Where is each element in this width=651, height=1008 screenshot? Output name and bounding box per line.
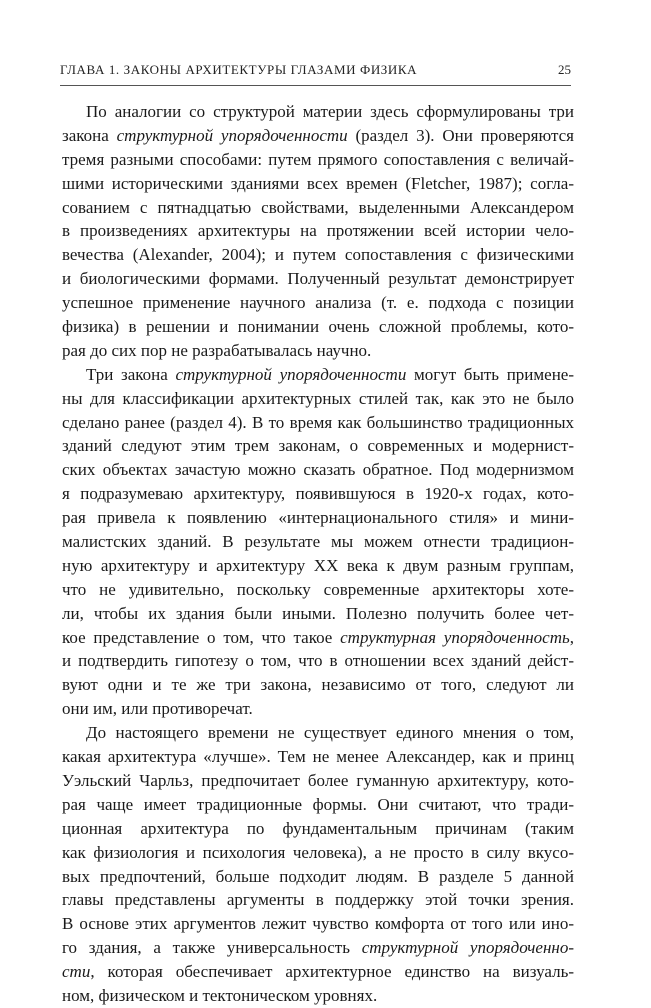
chapter-title: ГЛАВА 1. ЗАКОНЫ АРХИТЕКТУРЫ ГЛАЗАМИ ФИЗИКА bbox=[60, 62, 418, 77]
text-run: рая до сих пор не разрабатывалась научно. bbox=[62, 340, 372, 360]
text-run: рая чаще имеет традиционные формы. Они считают, что тради- bbox=[62, 794, 574, 814]
text-line bbox=[62, 626, 574, 650]
text-run: В основе этих аргументов лежит чувство комфорта от того или ино- bbox=[62, 914, 574, 934]
text-line bbox=[62, 769, 574, 793]
running-head bbox=[60, 62, 571, 82]
text-line bbox=[62, 196, 574, 220]
text-line bbox=[62, 315, 574, 339]
text-line bbox=[62, 148, 574, 172]
text-run: успешное применение научного анализа (т. е. подхода с позиции bbox=[62, 293, 574, 313]
text-line bbox=[62, 984, 574, 1008]
text-run: сованием с пятнадцатью свойствами, выделенными Александером bbox=[62, 197, 574, 217]
text-run: , bbox=[569, 627, 574, 647]
text-line bbox=[62, 960, 574, 984]
text-run: ном, физическом и тектоническом уровнях. bbox=[62, 985, 378, 1005]
text-run: ских объектах зачастую можно сказать обратное. Под модернизмом bbox=[62, 460, 574, 480]
text-run: и биологическими формами. Полученный результат демонстрирует bbox=[62, 269, 574, 289]
text-line bbox=[62, 888, 574, 912]
text-line bbox=[62, 745, 574, 769]
text-line bbox=[62, 578, 574, 602]
text-run: могут быть примене- bbox=[406, 364, 575, 384]
text-run: главы представлены аргументы в поддержку этой точки зрения. bbox=[62, 890, 574, 910]
text-run: в произведениях архитектуры на протяжении всей истории чело- bbox=[62, 221, 574, 241]
text-run: ную архитектуру и архитектуру XX века к двум разным группам, bbox=[62, 555, 574, 575]
text-line bbox=[62, 219, 574, 243]
text-run: По аналогии со структурой материи здесь сформулированы три bbox=[86, 102, 574, 121]
text-line bbox=[62, 482, 574, 506]
text-line bbox=[62, 172, 574, 196]
italic-term: структурной упорядоченности bbox=[175, 364, 407, 384]
page-number: 25 bbox=[558, 62, 571, 77]
italic-term: структурной упорядоченно- bbox=[361, 938, 574, 958]
text-run: закона bbox=[62, 125, 117, 145]
text-run: го здания, а также универсальность bbox=[62, 938, 362, 958]
text-line bbox=[62, 124, 574, 148]
text-run: ны для классификации архитектурных стилей так, как это не было bbox=[62, 388, 574, 408]
text-line bbox=[62, 339, 574, 363]
text-run: кое представление о том, что такое bbox=[62, 627, 341, 647]
text-line bbox=[62, 267, 574, 291]
text-run: , которая обеспечивает архитектурное единство на визуаль- bbox=[90, 962, 574, 982]
text-run: я подразумеваю архитектуру, появившуюся в 1920-х годах, кото- bbox=[62, 484, 574, 504]
text-line bbox=[62, 602, 574, 626]
text-line bbox=[62, 554, 574, 578]
text-line bbox=[62, 434, 574, 458]
text-run: (раздел 3). Они проверяются bbox=[347, 125, 574, 145]
italic-term: сти bbox=[62, 962, 91, 982]
italic-term: структурной упорядоченности bbox=[116, 125, 348, 145]
text-line bbox=[62, 793, 574, 817]
text-line bbox=[62, 912, 574, 936]
text-run: вых предпочтений, больше подходит людям. В разделе 5 данной bbox=[62, 866, 574, 886]
text-run: и подтвердить гипотезу о том, что в отношении всех зданий дейст- bbox=[62, 651, 574, 671]
text-run: ли, чтобы их здания были иными. Полезно получить более чет- bbox=[62, 603, 574, 623]
text-line bbox=[62, 817, 574, 841]
text-run: Три закона bbox=[86, 364, 176, 384]
text-line bbox=[62, 649, 574, 673]
text-line bbox=[62, 936, 574, 960]
text-run: физика) в решении и понимании очень сложной проблемы, кото- bbox=[62, 317, 574, 337]
text-run: какая архитектура «лучше». Тем не менее Александер, как и принц bbox=[62, 747, 574, 767]
text-line bbox=[62, 841, 574, 865]
text-line bbox=[62, 243, 574, 267]
text-run: Уэльский Чарльз, предпочитает более гуманную архитектуру, кото- bbox=[62, 770, 574, 790]
text-line bbox=[62, 721, 574, 745]
text-run: вуют одни и те же три закона, независимо от того, следуют ли bbox=[62, 675, 574, 695]
text-run: ционная архитектура по фундаментальным причинам (таким bbox=[62, 818, 574, 838]
text-run: тремя разными способами: путем прямого сопоставления с величай- bbox=[62, 149, 574, 169]
text-run: малистских зданий. В результате мы можем отнести традицион- bbox=[62, 532, 574, 552]
text-line bbox=[62, 387, 574, 411]
text-line bbox=[62, 673, 574, 697]
text-line bbox=[62, 697, 574, 721]
text-line bbox=[62, 530, 574, 554]
text-run: шими историческими зданиями всех времен (Fletcher, 1987); согла- bbox=[62, 173, 574, 193]
paragraph bbox=[62, 363, 574, 721]
body-text bbox=[62, 100, 574, 1008]
text-run: рая привела к появлению «интернационального стиля» и мини- bbox=[62, 508, 574, 528]
header-rule bbox=[60, 85, 571, 86]
text-line bbox=[62, 411, 574, 435]
text-run: сделано ранее (раздел 4). В то время как большинство традиционных bbox=[62, 412, 574, 432]
text-line bbox=[62, 865, 574, 889]
text-run: До настоящего времени не существует единого мнения о том, bbox=[86, 723, 574, 743]
text-run: они им, или противоречат. bbox=[62, 699, 253, 719]
paragraph bbox=[62, 721, 574, 1008]
paragraph bbox=[62, 100, 574, 363]
text-line bbox=[62, 363, 574, 387]
text-run: вечества (Alexander, 2004); и путем сопоставления с физическими bbox=[62, 245, 574, 265]
text-line bbox=[62, 506, 574, 530]
italic-term: структурная упорядоченность bbox=[340, 627, 570, 647]
text-line bbox=[62, 100, 574, 124]
text-run: что не удивительно, поскольку современные архитекторы хоте- bbox=[62, 579, 574, 599]
text-line bbox=[62, 291, 574, 315]
text-line bbox=[62, 458, 574, 482]
text-run: как физиология и психология человека), а не просто в силу вкусо- bbox=[62, 842, 574, 862]
text-run: зданий следуют этим трем законам, о современных и модернист- bbox=[62, 436, 574, 456]
